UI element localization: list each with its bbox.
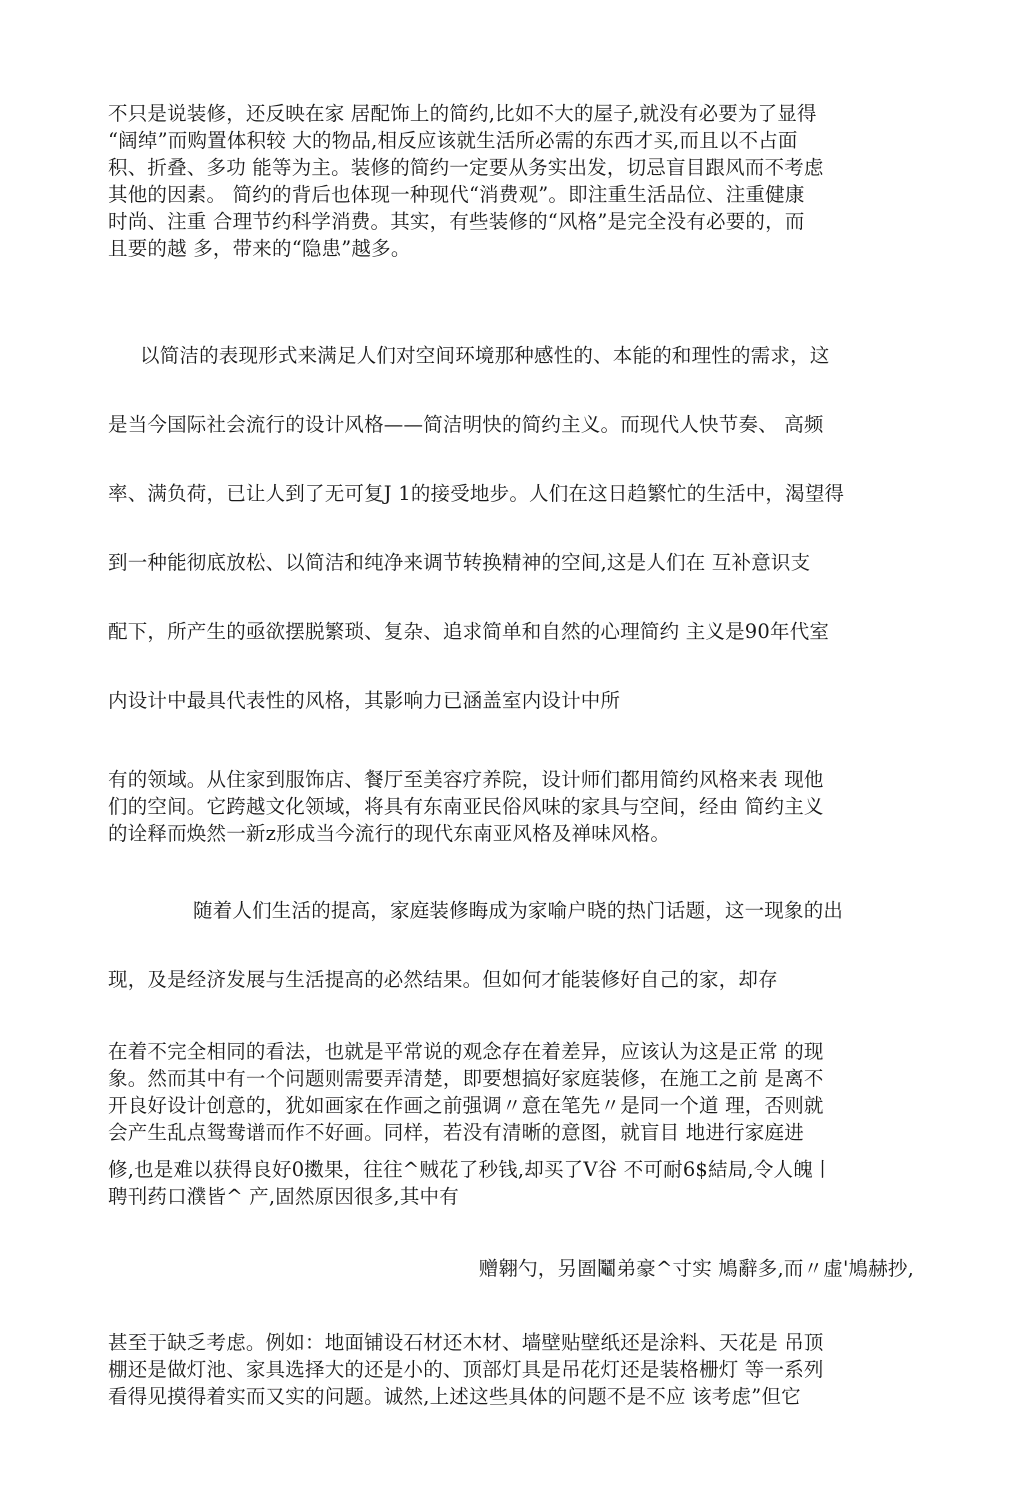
paragraph-1-line-4: 其他的因素。 简约的背后也体现一种现代“消费观”。即注重生活品位、注重健康 xyxy=(108,183,805,206)
paragraph-1-line-1: 不只是说装修，还反映在家 居配饰上的简约,比如不大的屋子,就没有必要为了显得 xyxy=(108,102,817,125)
paragraph-5-line-2: 象。然而其中有一个问题则需要弄清楚，即要想搞好家庭装修，在施工之前 是离不 xyxy=(108,1067,824,1090)
paragraph-7-line-1: 甚至于缺乏考虑。例如：地面铺设石材还木材、墙壁贴壁纸还是涂料、天花是 吊顶 xyxy=(108,1331,824,1354)
paragraph-2-line-3: 率、满负荷，已让人到了无可复J 1的接受地步。人们在这日趋繁忙的生活中，渴望得 xyxy=(108,482,845,505)
paragraph-6-line-1: 赠翱勺，另圄鬮弟豪^寸实 鳩辭多,而〃虛'鳩赫抄, xyxy=(478,1257,914,1280)
paragraph-2-line-4: 到一种能彻底放松、以简洁和纯净来调节转换精神的空间,这是人们在 互补意识支 xyxy=(108,551,811,574)
paragraph-7-line-2: 棚还是做灯池、家具选择大的还是小的、顶部灯具是吊花灯还是装格栅灯 等一系列 xyxy=(108,1358,824,1381)
paragraph-1-line-3: 积、折叠、多功 能等为主。装修的简约一定要从务实出发，切忌盲目跟风而不考虑 xyxy=(108,156,824,179)
paragraph-2-line-1: 以简洁的表现形式来满足人们对空间环境那种感性的、本能的和理性的需求，这 xyxy=(140,344,830,367)
paragraph-5-line-6: 聘刊药口濮皆^ 产,固然原因很多,其中有 xyxy=(108,1185,459,1208)
paragraph-5-line-1: 在着不完全相同的看法，也就是平常说的观念存在着差异，应该认为这是正常 的现 xyxy=(108,1040,824,1063)
paragraph-7-line-3: 看得见摸得着实而又实的问题。诚然,上述这些具体的问题不是不应 该考虑”但它 xyxy=(108,1385,801,1408)
paragraph-5-line-5: 修,也是难以获得良好0擞果，往往^贼花了秒钱,却买了V谷 不可耐6$結局,令人魄丨 xyxy=(108,1158,833,1181)
paragraph-4-line-2: 现，及是经济发展与生活提高的必然结果。但如何才能装修好自己的家，却存 xyxy=(108,968,778,991)
paragraph-1-line-5: 时尚、注重 合理节约科学消费。其实，有些装修的“风格”是完全没有必要的，而 xyxy=(108,210,805,233)
paragraph-3-line-2: 们的空间。它跨越文化领域，将具有东南亚民俗风味的家具与空间，经由 简约主义 xyxy=(108,795,824,818)
paragraph-1-line-2: “阔绰”而购置体积较 大的物品,相反应该就生活所必需的东西才买,而且以不占面 xyxy=(108,129,798,152)
paragraph-3-line-1: 有的领域。从住家到服饰店、餐厅至美容疗养院，设计师们都用简约风格来表 现他 xyxy=(108,768,824,791)
paragraph-2-line-5: 配下，所产生的亟欲摆脱繁琐、复杂、追求简单和自然的心理简约 主义是90年代室 xyxy=(108,620,830,643)
paragraph-3-line-3: 的诠释而焕然一新z形成当今流行的现代东南亚风格及禅味风格。 xyxy=(108,822,671,845)
paragraph-2-line-2: 是当今国际社会流行的设计风格——简洁明快的简约主义。而现代人快节奏、 高频 xyxy=(108,413,824,436)
paragraph-5-line-3: 开良好设计创意的，犹如画家在作画之前强调〃意在笔先〃是同一个道 理，否则就 xyxy=(108,1094,824,1117)
paragraph-4-line-1: 随着人们生活的提高，家庭装修晦成为家喻户晓的热门话题，这一现象的出 xyxy=(193,899,844,922)
paragraph-5-line-4: 会产生乱点鸳鸯谱而作不好画。同样，若没有清晰的意图，就盲目 地进行家庭进 xyxy=(108,1121,804,1144)
paragraph-2-line-6: 内设计中最具代表性的风格，其影响力已涵盖室内设计中所 xyxy=(108,689,621,712)
paragraph-1-line-6: 且要的越 多，带来的“隐患”越多。 xyxy=(108,237,411,260)
